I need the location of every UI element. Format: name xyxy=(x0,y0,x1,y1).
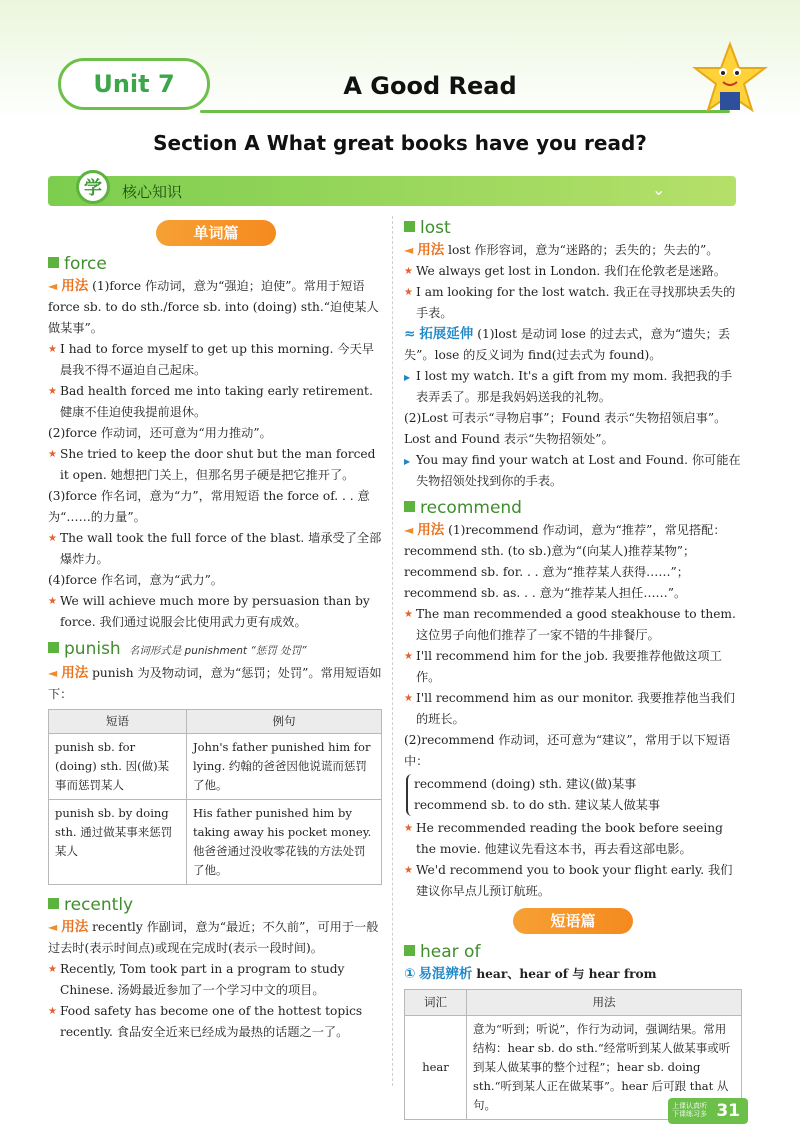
lost-usage xyxy=(404,240,742,261)
table-header: 词汇 xyxy=(405,990,467,1016)
example-sentence: ★ The wall took the full force of the blast. 墙承受了全部爆炸力。 xyxy=(48,528,384,570)
page-title: A Good Read xyxy=(343,72,517,100)
confusable-text: hear、hear of 与 hear from xyxy=(476,967,657,981)
page-number: 31 xyxy=(668,1098,748,1124)
phrase-brace-list xyxy=(406,774,742,816)
example-sentence: ★ Recently, Tom took part in a program to study Chinese. 汤姆最近参加了一个学习中文的项目。 xyxy=(48,959,384,1001)
banner-label: 核心知识 xyxy=(122,183,183,201)
punish-phrase-table xyxy=(48,709,382,885)
usage-text: (1)recommend 作动词，意为“推荐”，常见搭配：recommend sth. (to sb.)意为“(向某人)推荐某物”；recommend sb. for. . . 意为“推荐某人获得……”；recommend sb. as. . . 意为“推荐某人担任……”。 xyxy=(404,523,726,600)
chevron-down-icon[interactable]: ⌄ xyxy=(652,180,666,199)
phrases-section-tag: 短语篇 xyxy=(513,908,633,934)
usage-text: (1)force 作动词，意为“强迫；迫使”。常用于短语 force sb. to do sth./force sb. into (doing) sth.“迫使某人做某事”。 xyxy=(48,279,379,335)
table-header: 短语 xyxy=(49,710,187,734)
usage-text: (2)recommend 作动词，还可意为“建议”，常用于以下短语中： xyxy=(404,733,731,768)
example-sentence: ★ We will achieve much more by persuasion than by force. 我们通过说服会比使用武力更有成效。 xyxy=(48,591,384,633)
example-sentence: ★ He recommended reading the book before seeing the movie. 他建议先看这本书，再去看这部电影。 xyxy=(404,818,742,860)
confusable-tag: ① 易混辨析 xyxy=(404,966,472,982)
example-sentence: ▶ I lost my watch. It's a gift from my mom. 我把我的手表弄丢了。那是我妈妈送我的礼物。 xyxy=(404,366,742,408)
usage-text: punish 为及物动词，意为“惩罚；处罚”。常用短语如下： xyxy=(48,666,382,701)
handwritten-note: 名词形式是 punishment “惩罚 处罚” xyxy=(128,645,307,657)
section-title: Section A What great books have you read? xyxy=(153,131,647,155)
table-cell: His father punished him by taking away his pocket money. 他爸爸通过没收零花钱的方法处罚了他。 xyxy=(187,800,382,885)
brace-item: recommend (doing) sth. 建议(做)某事 xyxy=(414,777,637,791)
usage-tag: ◄ 用法 xyxy=(48,665,88,681)
table-row xyxy=(49,800,382,885)
table-cell: hear xyxy=(405,1016,467,1120)
example-sentence: ★ I'll recommend him as our monitor. 我要推荐他当我们的班长。 xyxy=(404,688,742,730)
word-heading-force: force xyxy=(48,252,384,276)
usage-tag: ◄ 用法 xyxy=(404,522,444,538)
punish-usage xyxy=(48,663,384,705)
lost-extension xyxy=(404,324,742,366)
force-usage-1 xyxy=(48,276,384,339)
word-heading-recently: recently xyxy=(48,893,384,917)
table-row xyxy=(49,734,382,800)
table-cell: 意为“听到；听说”，作行为动词，强调结果。常用结构：hear sb. do sth.“经常听到某人做某事或听到某人做某事的整个过程”；hear sb. doing sth.“听到某人正在做某事”。hear 后可跟 that 从句。 xyxy=(467,1016,742,1120)
left-column xyxy=(48,220,384,1043)
recently-usage xyxy=(48,917,384,959)
right-column xyxy=(404,216,742,1120)
usage-tag: ◄ 用法 xyxy=(48,919,88,935)
word-heading-lost: lost xyxy=(404,216,742,240)
table-cell: punish sb. by doing sth. 通过做某事来惩罚某人 xyxy=(49,800,187,885)
header-rule xyxy=(200,110,730,113)
word-heading-recommend: recommend xyxy=(404,496,742,520)
column-divider xyxy=(392,216,393,1086)
usage-text: (2)force 作动词，还可意为“用力推动”。 xyxy=(48,426,272,440)
motto-line: 下课练习多 xyxy=(672,1110,707,1118)
example-sentence: ★ We'd recommend you to book your flight early. 我们建议你早点儿预订航班。 xyxy=(404,860,742,902)
example-sentence: ★ We always get lost in London. 我们在伦敦老是迷路。 xyxy=(404,261,742,282)
extension-tag: ≈ 拓展延伸 xyxy=(404,326,473,342)
example-sentence: ★ I am looking for the lost watch. 我正在寻找那块丢失的手表。 xyxy=(404,282,742,324)
words-section-tag: 单词篇 xyxy=(156,220,276,246)
usage-text: (4)force 作名词，意为“武力”。 xyxy=(48,573,223,587)
recommend-usage-1 xyxy=(404,520,742,604)
brace-item: recommend sb. to do sth. 建议某人做某事 xyxy=(414,798,661,812)
extension-text: (2)Lost 可表示“寻物启事”；Found 表示“失物招领启事”。Lost and Found 表示“失物招领处”。 xyxy=(404,411,727,446)
usage-text: lost 作形容词，意为“迷路的；丢失的；失去的”。 xyxy=(448,243,719,257)
table-header: 例句 xyxy=(187,710,382,734)
unit-badge xyxy=(58,58,210,110)
word-heading-hear-of: hear of xyxy=(404,940,742,964)
example-sentence: ★ I had to force myself to get up this morning. 今天早晨我不得不逼迫自己起床。 xyxy=(48,339,384,381)
example-sentence: ★ Food safety has become one of the hottest topics recently. 食品安全近来已经成为最热的话题之一了。 xyxy=(48,1001,384,1043)
footer-motto xyxy=(672,1102,707,1118)
example-sentence: ★ The man recommended a good steakhouse to them. 这位男子向他们推荐了一家不错的牛排餐厅。 xyxy=(404,604,742,646)
example-sentence: ★ I'll recommend him for the job. 我要推荐他做这项工作。 xyxy=(404,646,742,688)
table-cell: punish sb. for (doing) sth. 因(做)某事而惩罚某人 xyxy=(49,734,187,800)
example-sentence: ★ Bad health forced me into taking early retirement. 健康不佳迫使我提前退休。 xyxy=(48,381,384,423)
table-cell: John's father punished him for lying. 约翰的爸爸因他说谎而惩罚了他。 xyxy=(187,734,382,800)
learn-icon: 学 xyxy=(76,170,110,204)
usage-tag: ◄ 用法 xyxy=(404,242,444,258)
unit-label: Unit 7 xyxy=(93,70,175,98)
usage-text: (3)force 作名词，意为“力”，常用短语 the force of. . . 意为“……的力量”。 xyxy=(48,489,370,524)
usage-tag: ◄ 用法 xyxy=(48,278,88,294)
example-sentence: ★ She tried to keep the door shut but the man forced it open. 她想把门关上，但那名男子硬是把它推开了。 xyxy=(48,444,384,486)
extension-text: (1)lost 是动词 lose 的过去式，意为“遗失；丢失”。lose 的反义词为 find(过去式为 found)。 xyxy=(404,327,731,362)
motto-line: 上课认真听 xyxy=(672,1102,707,1110)
star-mascot-icon xyxy=(690,40,770,120)
word-label: punish xyxy=(64,639,121,659)
usage-text: recently 作副词，意为“最近；不久前”，可用于一般过去时(表示时间点)或现在完成时(表示一段时间)。 xyxy=(48,920,379,955)
example-sentence: ▶ You may find your watch at Lost and Found. 你可能在失物招领处找到你的手表。 xyxy=(404,450,742,492)
table-header: 用法 xyxy=(467,990,742,1016)
confusable-heading xyxy=(404,964,742,985)
word-heading-punish xyxy=(48,637,384,663)
